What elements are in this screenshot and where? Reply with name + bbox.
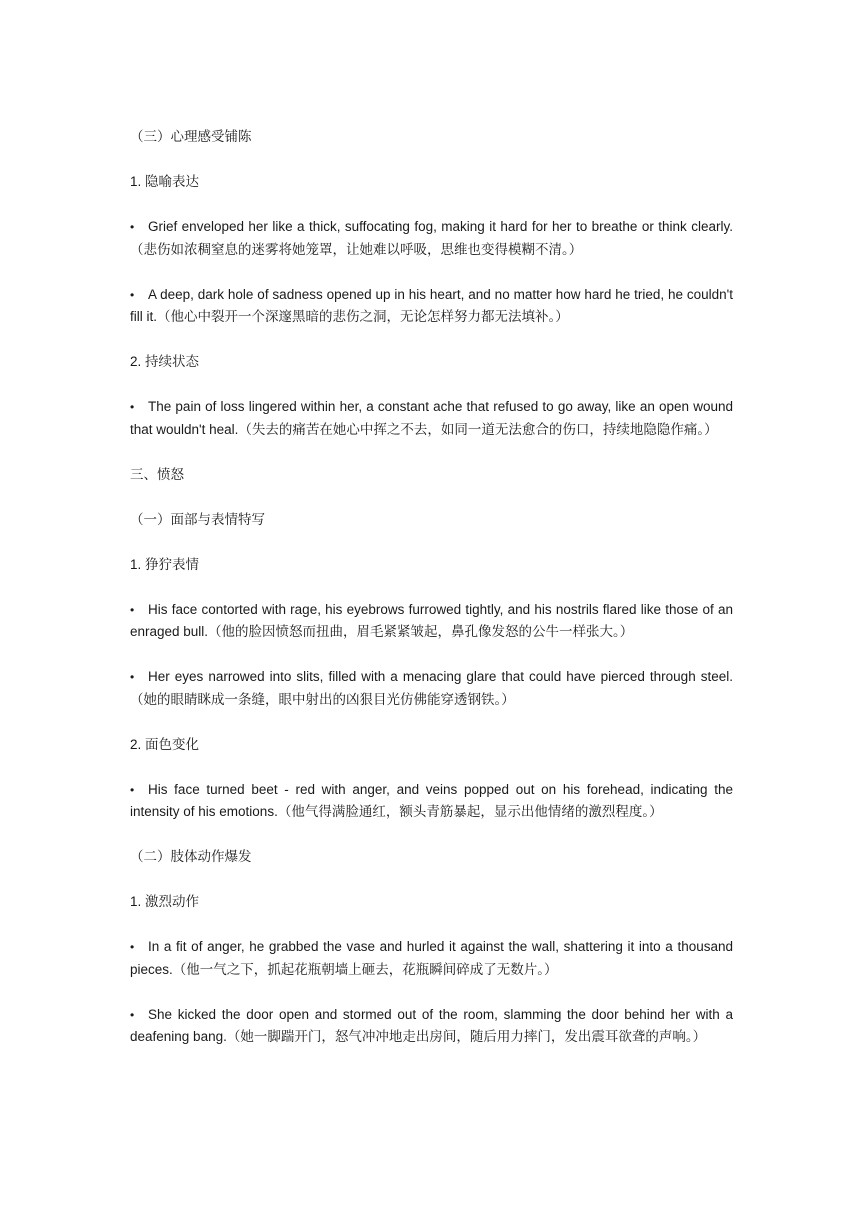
bullet-marker: • bbox=[130, 287, 135, 302]
bullet-text: A deep, dark hole of sadness opened up in his heart, and no matter how hard he tried, he couldn't fill it.（他心中裂开一个深邃黑暗的悲伤之洞，无论怎样努力都无法填补。） bbox=[130, 286, 733, 324]
bullet-paragraph bbox=[130, 396, 733, 441]
spacer bbox=[130, 824, 733, 847]
spacer bbox=[130, 576, 733, 599]
bullet-marker: • bbox=[130, 220, 135, 234]
spacer bbox=[130, 711, 733, 734]
chapter-heading: 三、愤怒 bbox=[130, 466, 184, 482]
bullet-text: In a fit of anger, he grabbed the vase and hurled it against the wall, shattering it into a thousand pieces.（他一气之下，抓起花瓶朝墙上砸去，花瓶瞬间碎成了无数片。） bbox=[130, 939, 733, 977]
bullet-text: She kicked the door open and stormed out of the room, slamming the door behind her with a deafening bang.（她一脚踹开门，怒气冲冲地走出房间，随后用力摔门，发出震耳欲聋的声响。） bbox=[130, 1006, 733, 1044]
subsection-heading: 1. 隐喻表达 bbox=[130, 174, 200, 189]
bullet-text: Grief enveloped her like a thick, suffocating fog, making it hard for her to breathe or think clearly.（悲伤如浓稠窒息的迷雾将她笼罩，让她难以呼吸，思维也变得模糊不清。） bbox=[130, 219, 733, 257]
bullet-paragraph bbox=[130, 1004, 733, 1049]
bullet-marker: • bbox=[130, 602, 135, 617]
spacer bbox=[130, 374, 733, 397]
spacer bbox=[130, 329, 733, 352]
subsection-heading: 2. 面色变化 bbox=[130, 736, 200, 752]
bullet-marker: • bbox=[130, 1007, 135, 1022]
subsection-heading: 1. 激烈动作 bbox=[130, 894, 200, 909]
bullet-paragraph bbox=[130, 599, 733, 644]
bullet-marker: • bbox=[130, 940, 135, 954]
subsection-heading: 2. 持续状态 bbox=[130, 354, 200, 369]
document-body bbox=[130, 126, 733, 1049]
bullet-paragraph bbox=[130, 216, 733, 261]
section-heading: （一）面部与表情特写 bbox=[130, 511, 265, 527]
spacer bbox=[130, 261, 733, 284]
bullet-text: His face turned beet - red with anger, and veins popped out on his forehead, indicating the intensity of his emotions.（他气得满脸通红，额头青筋暴起，显示出他情绪的激烈程度。） bbox=[130, 781, 733, 819]
spacer bbox=[130, 531, 733, 554]
bullet-paragraph bbox=[130, 666, 733, 711]
spacer bbox=[130, 441, 733, 464]
spacer bbox=[130, 644, 733, 667]
section-heading: （二）肢体动作爆发 bbox=[130, 849, 252, 864]
section-heading: （三）心理感受铺陈 bbox=[130, 129, 252, 144]
spacer bbox=[130, 869, 733, 892]
bullet-paragraph bbox=[130, 936, 733, 981]
spacer bbox=[130, 194, 733, 217]
spacer bbox=[130, 486, 733, 509]
bullet-marker: • bbox=[130, 670, 135, 684]
bullet-text: The pain of loss lingered within her, a constant ache that refused to go away, like an open wound that wouldn't heal.（失去的痛苦在她心中挥之不去，如同一道无法愈合的伤口，持续地隐隐作痛。） bbox=[130, 399, 733, 437]
spacer bbox=[130, 981, 733, 1004]
spacer bbox=[130, 756, 733, 779]
bullet-paragraph bbox=[130, 284, 733, 329]
bullet-text: His face contorted with rage, his eyebrows furrowed tightly, and his nostrils flared like those of an enraged bull.（他的脸因愤怒而扭曲，眉毛紧紧皱起，鼻孔像发怒的公牛一样张大。） bbox=[130, 601, 733, 639]
subsection-heading: 1. 狰狞表情 bbox=[130, 556, 200, 572]
bullet-paragraph bbox=[130, 779, 733, 824]
bullet-marker: • bbox=[130, 400, 135, 414]
spacer bbox=[130, 914, 733, 937]
spacer bbox=[130, 149, 733, 172]
bullet-text: Her eyes narrowed into slits, filled with a menacing glare that could have pierced through steel.（她的眼睛眯成一条缝，眼中射出的凶狠目光仿佛能穿透钢铁。） bbox=[130, 669, 733, 707]
bullet-marker: • bbox=[130, 782, 135, 797]
